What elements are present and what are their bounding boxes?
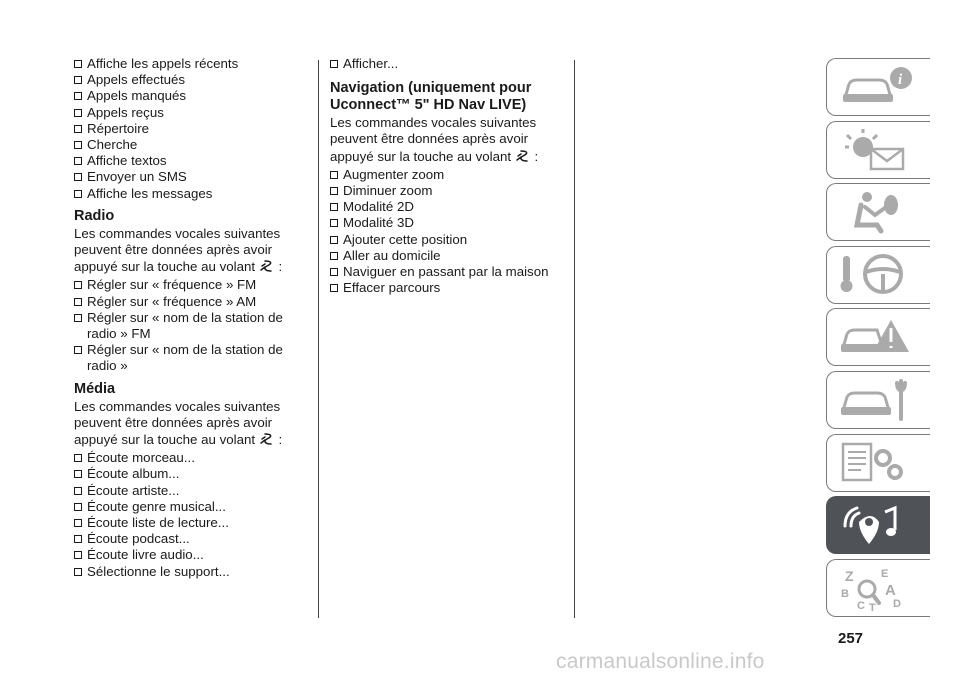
watermark: carmanualsonline.info (556, 650, 765, 673)
list-item: Naviguer en passant par la maison (330, 264, 562, 280)
middle-column (330, 56, 562, 296)
column-divider (318, 60, 319, 618)
checkbox-icon (74, 281, 82, 289)
voice-command-button-icon (259, 431, 275, 447)
media-commands-list (74, 450, 306, 580)
list-item: Modalité 2D (330, 199, 562, 215)
list-item: Ajouter cette position (330, 232, 562, 248)
checkbox-icon (330, 60, 338, 68)
warning-light-message-icon (837, 127, 917, 173)
checkbox-icon (330, 252, 338, 260)
checkbox-icon (74, 125, 82, 133)
checkbox-icon (330, 236, 338, 244)
list-item: Écoute genre musical... (74, 499, 306, 515)
list-item: Écoute liste de lecture... (74, 515, 306, 531)
list-item: Sélectionne le support... (74, 564, 306, 580)
checkbox-icon (74, 298, 82, 306)
list-item: Affiche les appels récents (74, 56, 306, 72)
index-letter: B (841, 587, 849, 600)
checkbox-icon (74, 470, 82, 478)
checkbox-icon (74, 454, 82, 462)
tab-warning-lights[interactable] (826, 121, 930, 179)
left-column (74, 56, 306, 580)
list-item: Modalité 3D (330, 215, 562, 231)
list-item: Régler sur « nom de la station de radio » FM (74, 310, 306, 342)
seat-airbag-icon (837, 189, 917, 235)
index-letter: D (893, 597, 901, 610)
list-item: Effacer parcours (330, 280, 562, 296)
index-letter: T (869, 601, 876, 611)
checkbox-icon (330, 268, 338, 276)
svg-text:i: i (898, 72, 903, 88)
checkbox-icon (74, 314, 82, 322)
column-divider (574, 60, 575, 618)
list-item: Écoute artiste... (74, 483, 306, 499)
tab-multimedia[interactable] (826, 496, 930, 554)
checkbox-icon (330, 219, 338, 227)
tab-technical-data[interactable] (826, 434, 930, 492)
checkbox-icon (74, 173, 82, 181)
checkbox-icon (74, 109, 82, 117)
voice-command-button-icon (515, 148, 531, 164)
tab-servicing[interactable] (826, 371, 930, 429)
checkbox-icon (330, 187, 338, 195)
list-item: Écoute podcast... (74, 531, 306, 547)
tab-emergency[interactable] (826, 308, 930, 366)
checkbox-icon (74, 190, 82, 198)
key-steering-wheel-icon (837, 252, 917, 298)
radio-intro: Les commandes vocales suivantes peuvent être données après avoir appuyé sur la touche au volant : (74, 225, 283, 275)
list-item: Appels manqués (74, 88, 306, 104)
phone-commands-list (74, 56, 306, 202)
index-letter: C (857, 599, 865, 611)
navigation-commands-list (330, 167, 562, 297)
checkbox-icon (74, 60, 82, 68)
checkbox-icon (74, 503, 82, 511)
checkbox-icon (74, 141, 82, 149)
index-letter: E (881, 567, 889, 580)
media-heading: Média (74, 380, 116, 397)
list-item: Affiche textos (74, 153, 306, 169)
checkbox-icon (330, 171, 338, 179)
list-item: Aller au domicile (330, 248, 562, 264)
voice-command-button-icon (259, 258, 275, 274)
tab-index[interactable] (826, 559, 930, 617)
checkbox-icon (74, 487, 82, 495)
list-item: Écoute morceau... (74, 450, 306, 466)
checkbox-icon (74, 346, 82, 354)
radio-commands-list (74, 277, 306, 374)
list-item: Envoyer un SMS (74, 169, 306, 185)
list-item: Écoute livre audio... (74, 547, 306, 563)
checkbox-icon (74, 535, 82, 543)
list-item: Cherche (74, 137, 306, 153)
list-item: Régler sur « fréquence » AM (74, 294, 306, 310)
checkbox-icon (74, 568, 82, 576)
car-info-icon (837, 64, 917, 110)
index-letter: A (885, 581, 896, 599)
index-letter: Z (845, 567, 854, 584)
page-number: 257 (838, 630, 864, 647)
multimedia-music-icon (837, 502, 917, 548)
list-item: Afficher... (330, 56, 562, 72)
tab-starting-driving[interactable] (826, 246, 930, 304)
navigation-heading: Navigation (uniquement pour Uconnect™ 5" HD Nav LIVE) (330, 80, 532, 114)
chapter-tabs (826, 58, 930, 621)
list-item: Répertoire (74, 121, 306, 137)
checkbox-icon (74, 76, 82, 84)
radio-heading: Radio (74, 207, 115, 224)
tab-dashboard-info[interactable] (826, 58, 930, 116)
list-item: Appels reçus (74, 105, 306, 121)
navigation-intro: Les commandes vocales suivantes peuvent être données après avoir appuyé sur la touche au volant : (330, 115, 539, 164)
list-item: Appels effectués (74, 72, 306, 88)
checkbox-icon (74, 551, 82, 559)
checkbox-icon (330, 203, 338, 211)
list-item: Régler sur « fréquence » FM (74, 277, 306, 293)
car-emergency-triangle-icon (837, 314, 917, 360)
list-item: Diminuer zoom (330, 183, 562, 199)
alphabet-index-icon (837, 565, 917, 611)
list-item: Écoute album... (74, 466, 306, 482)
media-intro: Les commandes vocales suivantes peuvent être données après avoir appuyé sur la touche au volant : (74, 398, 283, 448)
checkbox-icon (74, 519, 82, 527)
tab-safety[interactable] (826, 183, 930, 241)
checkbox-icon (330, 284, 338, 292)
list-item: Affiche les messages (74, 186, 306, 202)
list-item: Augmenter zoom (330, 167, 562, 183)
checkbox-icon (74, 157, 82, 165)
list-item: Régler sur « nom de la station de radio » (74, 342, 306, 374)
car-wrench-icon (837, 377, 917, 423)
checkbox-icon (74, 92, 82, 100)
document-gear-icon (837, 440, 917, 486)
